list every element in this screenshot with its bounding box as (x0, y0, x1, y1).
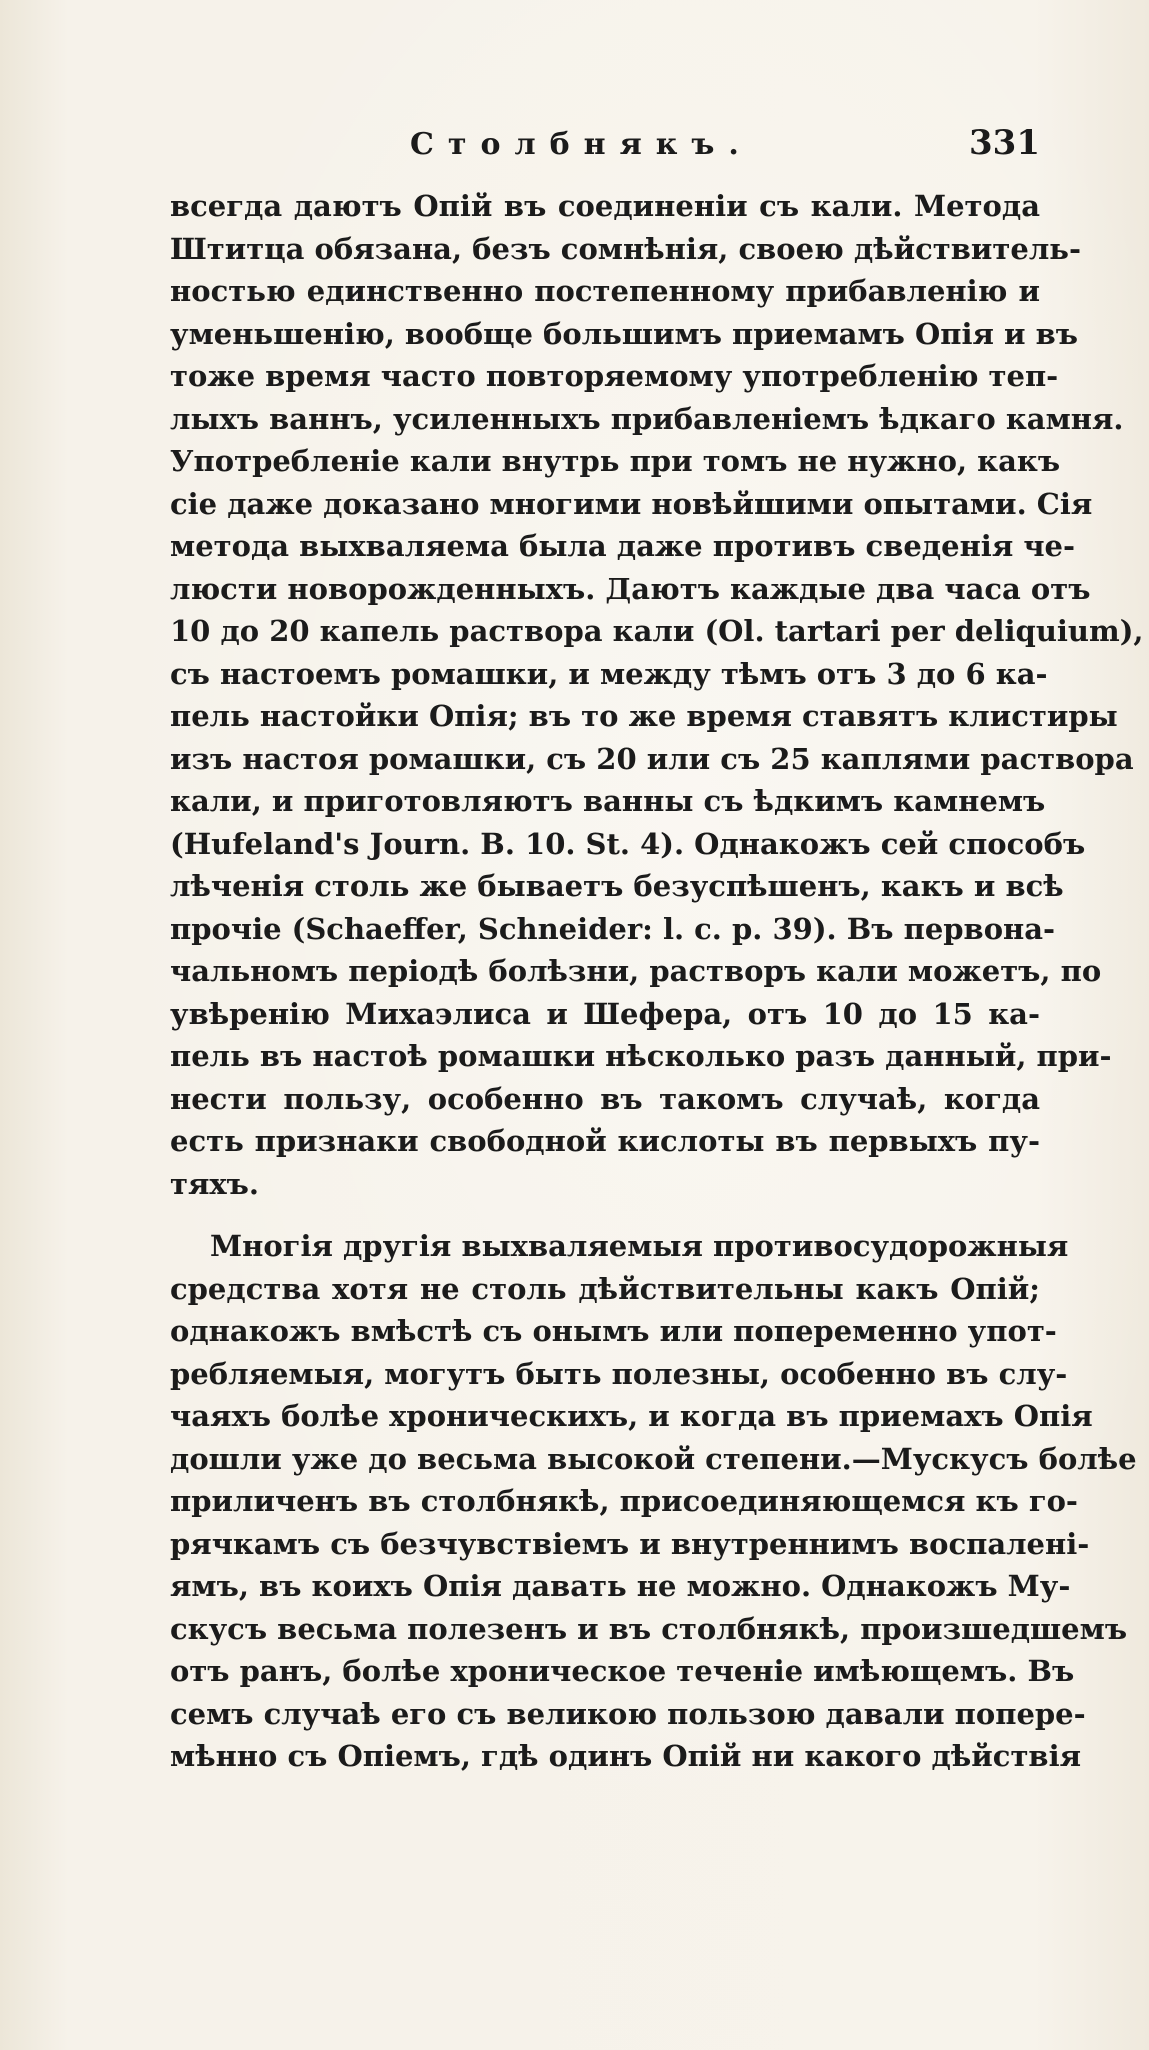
text-line: средства хотя не столь дѣйствительны какъ Опій; (170, 1271, 1040, 1306)
text-line: рячкамъ съ безчувствіемъ и внутреннимъ воспалені- (170, 1526, 1090, 1561)
text-line: метода выхваляема была даже противъ сведенія че- (170, 529, 1076, 563)
text-line: мѣнно съ Опіемъ, гдѣ одинъ Опій ни какого дѣйствія (170, 1739, 1082, 1773)
paragraph (170, 185, 1144, 1205)
text-line: есть признаки свободной кислоты въ первыхъ пу- (170, 1124, 1040, 1158)
text-line: съ настоемъ ромашки, и между тѣмъ отъ 3 до 6 ка- (170, 656, 1048, 691)
running-title: Столбнякъ. (410, 127, 753, 162)
text-line: отъ ранъ, болѣе хроническое теченіе имѣющемъ. Въ (170, 1654, 1075, 1688)
text-line: люсти новорожденныхъ. Даютъ каждые два часа отъ (170, 571, 1091, 606)
text-line: приличенъ въ столбнякѣ, присоединяющемся къ го- (170, 1484, 1078, 1518)
page-number: 331 (969, 123, 1040, 163)
text-line: Употребленіе кали внутрь при томъ не нужно, какъ (170, 444, 1061, 478)
page-header (170, 123, 1040, 177)
text-line: 10 до 20 капель раствора кали (Ol. tartari per deliquium), (170, 614, 1144, 648)
text-line: ребляемыя, могутъ быть полезны, особенно въ слу- (170, 1356, 1068, 1391)
paragraph (170, 1225, 1137, 1778)
text-line: тоже время часто повторяемому употребленію теп- (170, 359, 1059, 393)
text-line: чаяхъ болѣе хроническихъ, и когда въ приемахъ Опія (170, 1399, 1093, 1433)
text-line: уменьшенію, вообще большимъ приемамъ Опія и въ (170, 316, 1079, 351)
text-line: Многія другія выхваляемыя противосудорожныя (210, 1229, 1069, 1263)
body-text (170, 185, 1144, 1778)
text-line: лыхъ ваннъ, усиленныхъ прибавленіемъ ѣдкаго камня. (170, 401, 1124, 436)
text-line: Штитца обязана, безъ сомнѣнія, своею дѣйствитель- (170, 231, 1081, 266)
text-line: сіе даже доказано многими новѣйшими опытами. Сія (170, 486, 1093, 521)
text-line: дошли уже до весьма высокой степени.—Мускусъ болѣе (170, 1441, 1137, 1476)
text-line: тяхъ. (170, 1166, 260, 1201)
text-line: лѣченія столь же бываетъ безуспѣшенъ, какъ и всѣ (170, 869, 1064, 903)
text-line: нести пользу, особенно въ такомъ случаѣ, когда (170, 1081, 1040, 1116)
text-line: пель въ настоѣ ромашки нѣсколько разъ данный, при- (170, 1039, 1112, 1073)
text-line: (Hufeland's Journ. B. 10. St. 4). Однакожъ сей способъ (170, 826, 1086, 861)
text-line: всегда даютъ Опій въ соединеніи съ кали. Метода (170, 189, 1040, 223)
text-line: пель настойки Опія; въ то же время ставятъ клистиры (170, 699, 1118, 733)
text-line: кали, и приготовляютъ ванны съ ѣдкимъ камнемъ (170, 784, 1046, 818)
text-line: однакожъ вмѣстѣ съ онымъ или попеременно упот- (170, 1314, 1057, 1348)
text-line: семъ случаѣ его съ великою пользою давали попере- (170, 1696, 1086, 1731)
text-line: ямъ, въ коихъ Опія давать не можно. Однакожъ Му- (170, 1569, 1071, 1603)
text-line: чальномъ періодѣ болѣзни, растворъ кали можетъ, по (170, 954, 1102, 988)
text-line: прочіе (Schaeffer, Schneider: l. c. p. 39). Въ первона- (170, 911, 1056, 946)
text-line: изъ настоя ромашки, съ 20 или съ 25 каплями раствора (170, 741, 1134, 776)
text-line: ностью единственно постепенному прибавленію и (170, 274, 1040, 308)
text-line: скусъ весьма полезенъ и въ столбнякѣ, произшедшемъ (170, 1611, 1128, 1646)
text-line: увѣренію Михаэлиса и Шефера, отъ 10 до 15 ка- (170, 996, 1040, 1031)
